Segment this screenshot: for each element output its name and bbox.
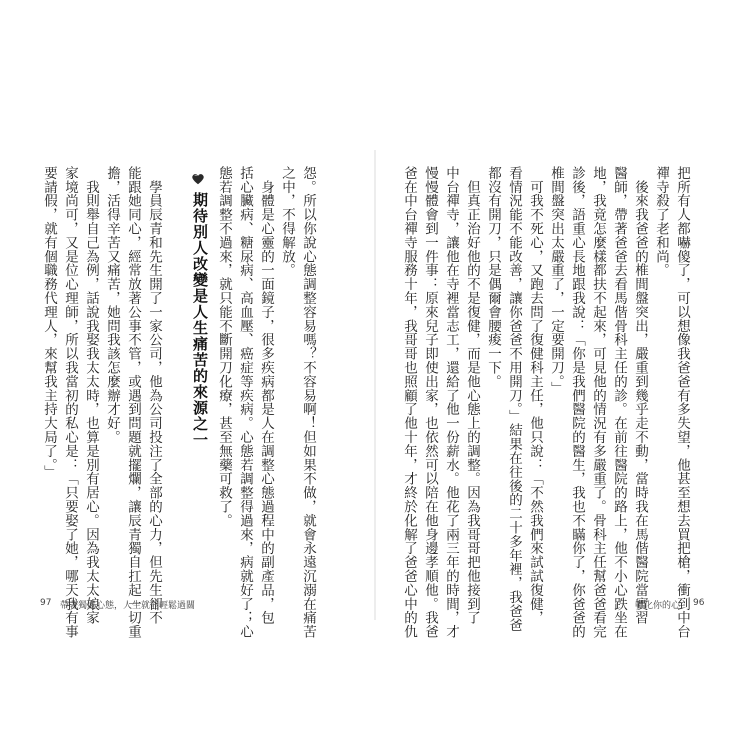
left-text-column: 怨。所以你說心態調整容易嗎？不容易啊！但如果不做，就會永遠沉溺在痛苦 <box>300 166 316 639</box>
right-text-column: 醫師，帶著爸爸去看馬偕骨科主任的診。在前往醫院的路上，他不小心跌坐在 <box>611 166 627 639</box>
right-text-column: 看情況能不能改善，讓你爸爸不用開刀。」結果在往後的二十多年裡，我爸爸 <box>506 166 522 632</box>
page-gutter <box>374 150 376 620</box>
left-page-number: 97 <box>40 598 52 608</box>
right-page-number: 96 <box>693 598 705 608</box>
left-text-column: 態若調整不過來，就只能不斷開刀化療，甚至無藥可救了。 <box>216 166 232 528</box>
left-text-column: 身體是心靈的一面鏡子，很多疾病都是人在調整心態過程中的副產品，包 <box>258 166 274 625</box>
right-text-column: 慢慢體會到一件事：原來兒子即使出家，也依然可以陪在他身邊孝順他。我爸 <box>422 166 438 639</box>
section-heading: 期待別人改變是人生痛苦的來源之一 <box>191 192 209 448</box>
right-text-column: 把所有人都嚇傻了，可以想像我爸爸有多失望，他甚至想去買把槍，衝到中台 <box>674 166 690 639</box>
right-text-column: 禪寺殺了老和尚。 <box>653 166 669 278</box>
left-text-column: 能跟她同心，經常放著公事不管，或遇到問題就擺爛，讓辰青獨自扛起一切重 <box>125 166 141 639</box>
left-text-column: 學員辰青和先生開了一家公司，他為公司投注了全部的心力，但先生卻不 <box>146 166 162 625</box>
right-text-column: 但真正治好他的不是復健，而是他心態上的調整。因為我哥哥把他接到了 <box>464 166 480 625</box>
left-text-column: 之中，不得解放。 <box>279 166 295 278</box>
heart-icon <box>191 172 205 186</box>
right-footer-title: 轉化你的心 <box>635 601 681 611</box>
right-text-column: 後來我爸爸的椎間盤突出，嚴重到幾乎走不動，當時我在馬偕醫院當實習 <box>632 166 648 625</box>
right-text-column: 爸在中台禪寺服務十年，我哥哥也照顧了他十年，才終於化解了爸爸心中的仇 <box>401 166 417 639</box>
right-text-column: 診後，語重心長地跟我說：「你是我們醫院的醫生，我也不瞞你了，你爸爸的 <box>569 166 585 639</box>
left-text-column: 要請假，就有個職務代理人，來幫我主持大局了。」 <box>41 166 57 479</box>
right-text-column: 地，我竟怎麼樣都扶不起來，可見他的情況有多嚴重了。骨科主任幫爸爸看完 <box>590 166 606 639</box>
left-text-column: 擔，活得辛苦又痛苦，她問我該怎麼辦才好。 <box>104 166 120 444</box>
right-text-column: 中台禪寺，讓他在寺裡當志工，還給了他一份薪水。他花了兩三年的時間，才 <box>443 166 459 639</box>
left-footer-title: 帶著獨處心態，人生就能輕鬆過關 <box>60 601 196 611</box>
right-text-column: 都沒有開刀，只是偶爾會腰痠一下。 <box>485 166 501 389</box>
left-text-column: 括心臟病、糖尿病、高血壓、癌症等疾病。心態若調整得過來，病就好了；心 <box>237 166 253 639</box>
left-text-column: 家境尚可，又是位心理師，所以我當初的私心是：「只要娶了她，哪天我有事 <box>62 166 78 639</box>
right-text-column: 椎間盤突出太嚴重了，一定要開刀。」 <box>548 166 564 396</box>
left-text-column: 我則舉自己為例，話說我娶我太太時，也算是別有居心。因為我太太娘家 <box>83 166 99 625</box>
right-text-column: 可我不死心，又跑去問了復健科主任，他只說：「不然我們來試試復健， <box>527 166 543 625</box>
